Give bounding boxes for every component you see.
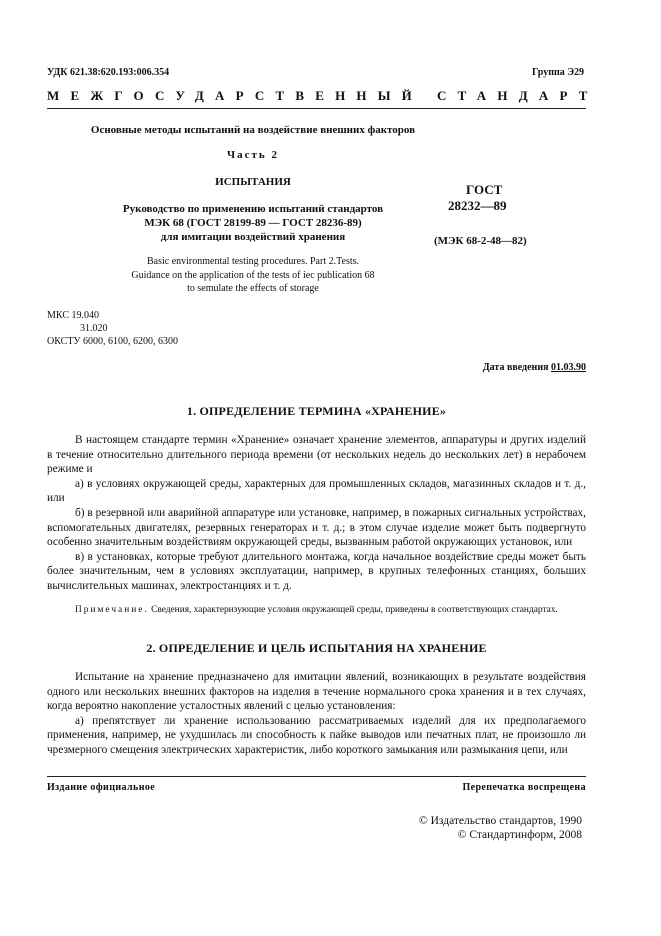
section2-heading: 2. ОПРЕДЕЛЕНИЕ И ЦЕЛЬ ИСПЫТАНИЯ НА ХРАНЕНИЕ (146, 641, 487, 655)
section2-body (47, 670, 586, 758)
section2-para-intro: Испытание на хранение предназначено для имитации явлений, возникающих в результате воздействия одного или нескольких внешних факторов на изделия в течение нормального срока хранения и в тех случаях, когда вероятно накопление усталостных явлений с целью установления: (47, 671, 586, 713)
section1-item-a: а) в условиях окружающей среды, характерных для промышленных складов, магазинных складов и т. д., или (47, 477, 586, 505)
gost-number: 28232—89 (448, 198, 507, 213)
title-english (47, 255, 459, 296)
title-guide-line-3: для имитации воздействий хранения (160, 231, 346, 243)
intro-date-label: Дата введения (482, 362, 549, 373)
edition-label: Издание официальное (47, 782, 156, 793)
footer-rule (47, 776, 586, 777)
intro-date (360, 361, 586, 374)
note-label: Примечание. (75, 605, 149, 615)
section1-para-intro: В настоящем стандарте термин «Хранение» означает хранение элементов, аппаратуры и других изделий в течение относительно длительного периода времени (от нескольких недель до нескольких лет) в нерабочем режиме и (47, 434, 586, 476)
section1-note (47, 604, 586, 616)
section1-heading: 1. ОПРЕДЕЛЕНИЕ ТЕРМИНА «ХРАНЕНИЕ» (186, 404, 447, 418)
section1-item-c: в) в установках, которые требуют длительного монтажа, когда начальное воздействие среды может быть более значительным, чем в условиях эксплуатации, например, в крупных телефонных станциях, больших вычислительных машинах, электростанциях и т. д. (47, 550, 586, 592)
section1-item-b: б) в резервной или аварийной аппаратуре или установке, например, в пожарных сигнальных устройствах, вспомогательных двигателях, резервных генераторах и т. д.; в этом случае изделие может быть подвергнуто особенно значительным воздействиям окружающей среды, вызванным работой окружающих установок, или (47, 506, 586, 549)
intro-date-value: 01.03.90 (551, 362, 586, 373)
title-tests: ИСПЫТАНИЯ (215, 176, 291, 188)
mks-code-2: 31.020 (80, 323, 108, 334)
mks-code: МКС 19.040 (47, 310, 99, 321)
udk-code: УДК 621.38:620.193:006.354 (47, 67, 170, 78)
header-rule (47, 108, 586, 109)
title-english-line-3: to semulate the effects of storage (187, 283, 319, 294)
banner-standard: СТАНДАРТ (437, 88, 599, 103)
title-english-line-1: Basic environmental testing procedures. Part 2.Tests. (146, 256, 360, 267)
title-main: Основные методы испытаний на воздействие внешних факторов (90, 124, 416, 136)
title-guide (47, 202, 459, 244)
title-guide-line-1: Руководство по применению испытаний стандартов (122, 203, 384, 215)
title-part: Часть 2 (227, 149, 279, 161)
copyright-2: © Стандартинформ, 2008 (457, 829, 582, 841)
section1-body (47, 433, 586, 594)
copyright-1: © Издательство стандартов, 1990 (418, 815, 582, 827)
note-text: Сведения, характеризующие условия окружающей среды, приведены в соответствующих стандартах. (151, 605, 558, 615)
group-code: Группа Э29 (532, 67, 584, 78)
title-english-line-2: Guidance on the application of the tests of iec publication 68 (131, 269, 375, 281)
banner-interstate: МЕЖГОСУДАРСТВЕННЫЙ (47, 88, 423, 103)
okstu-code: ОКСТУ 6000, 6100, 6200, 6300 (47, 336, 179, 347)
gost-label: ГОСТ (466, 182, 503, 197)
iec-number: (МЭК 68-2-48—82) (434, 235, 527, 247)
title-guide-line-2: МЭК 68 (ГОСТ 28199-89 — ГОСТ 28236-89) (144, 217, 362, 229)
reprint-label: Перепечатка воспрещена (462, 782, 586, 793)
section2-item-a: а) препятствует ли хранение использованию рассматриваемых изделий для их предполагаемого применения, например, не ухудшилась ли способность к пайке выводов или печатных плат, не произошло ли чрезмерного смещения электрических характеристик, либо короткого замыкания или размыкания цепи, или (47, 714, 586, 756)
